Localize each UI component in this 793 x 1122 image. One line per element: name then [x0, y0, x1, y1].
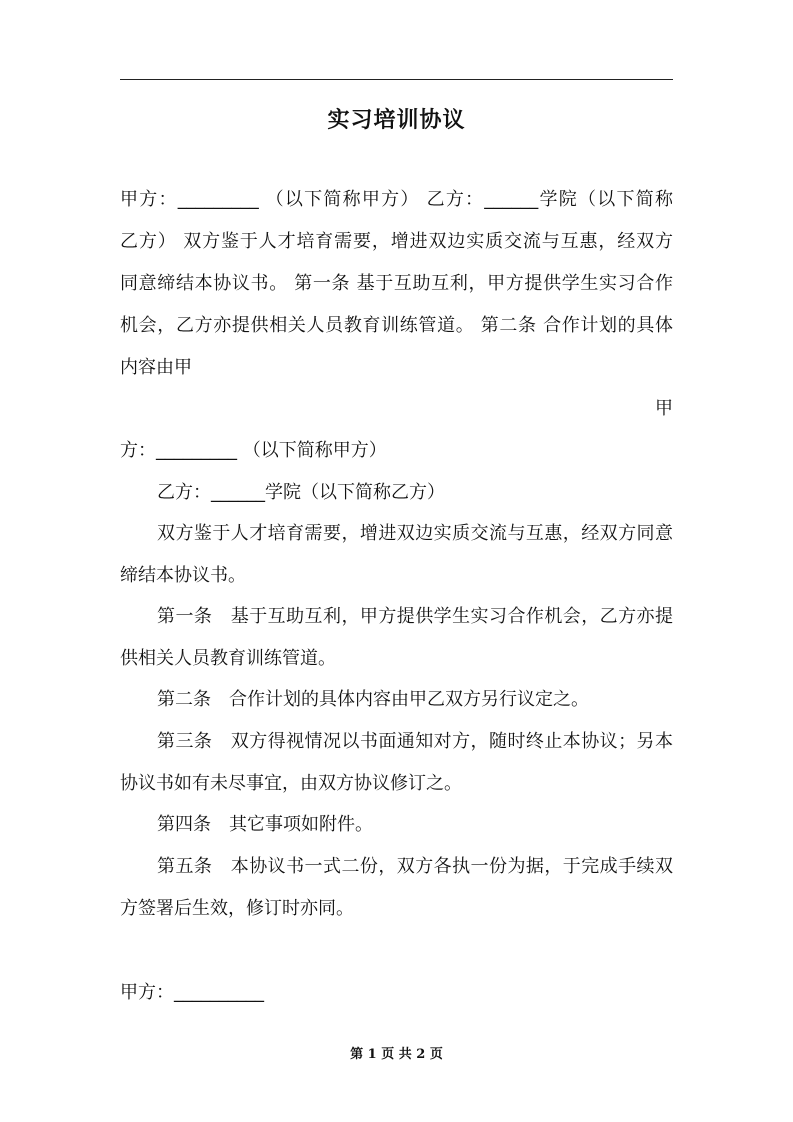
intro-line-2: 缔结本协议书。: [120, 565, 246, 586]
summary-line-3: 同意缔结本协议书。 第一条 基于互助互利，甲方提供学生实习合作: [120, 273, 673, 294]
article-3-line-1: 第三条 双方得视情况以书面通知对方，随时终止本协议；另本: [157, 731, 673, 752]
article-2: 第二条 合作计划的具体内容由甲乙双方另行议定之。: [157, 689, 589, 710]
intro-line-1: 双方鉴于人才培育需要，增进双边实质交流与互惠，经双方同意: [157, 523, 673, 544]
page-number: 第 1 页 共 2 页: [350, 1047, 443, 1062]
party-a-line: 方：_________ （以下简称甲方）: [120, 440, 387, 461]
signature-party-a: 甲方：__________: [120, 982, 264, 1003]
summary-line-5: 内容由甲: [120, 357, 192, 378]
article-1-line-1: 第一条 基于互助互利，甲方提供学生实习合作机会，乙方亦提: [157, 606, 673, 627]
article-5-line-2: 方签署后生效，修订时亦同。: [120, 898, 354, 919]
header-rule: [120, 79, 673, 80]
summary-line-1: 甲方：_________ （以下简称甲方） 乙方：______学院（以下简称: [120, 189, 673, 210]
article-4: 第四条 其它事项如附件。: [157, 814, 373, 835]
document-title: 实习培训协议: [327, 108, 466, 133]
party-a-char: 甲: [655, 398, 673, 419]
article-3-line-2: 协议书如有未尽事宜，由双方协议修订之。: [120, 773, 462, 794]
summary-line-4: 机会，乙方亦提供相关人员教育训练管道。 第二条 合作计划的具体: [120, 315, 673, 336]
article-1-line-2: 供相关人员教育训练管道。: [120, 648, 336, 669]
party-b-line: 乙方：______学院（以下简称乙方）: [157, 482, 445, 503]
article-5-line-1: 第五条 本协议书一式二份，双方各执一份为据，于完成手续双: [157, 856, 673, 877]
summary-line-2: 乙方） 双方鉴于人才培育需要，增进双边实质交流与互惠，经双方: [120, 231, 673, 252]
